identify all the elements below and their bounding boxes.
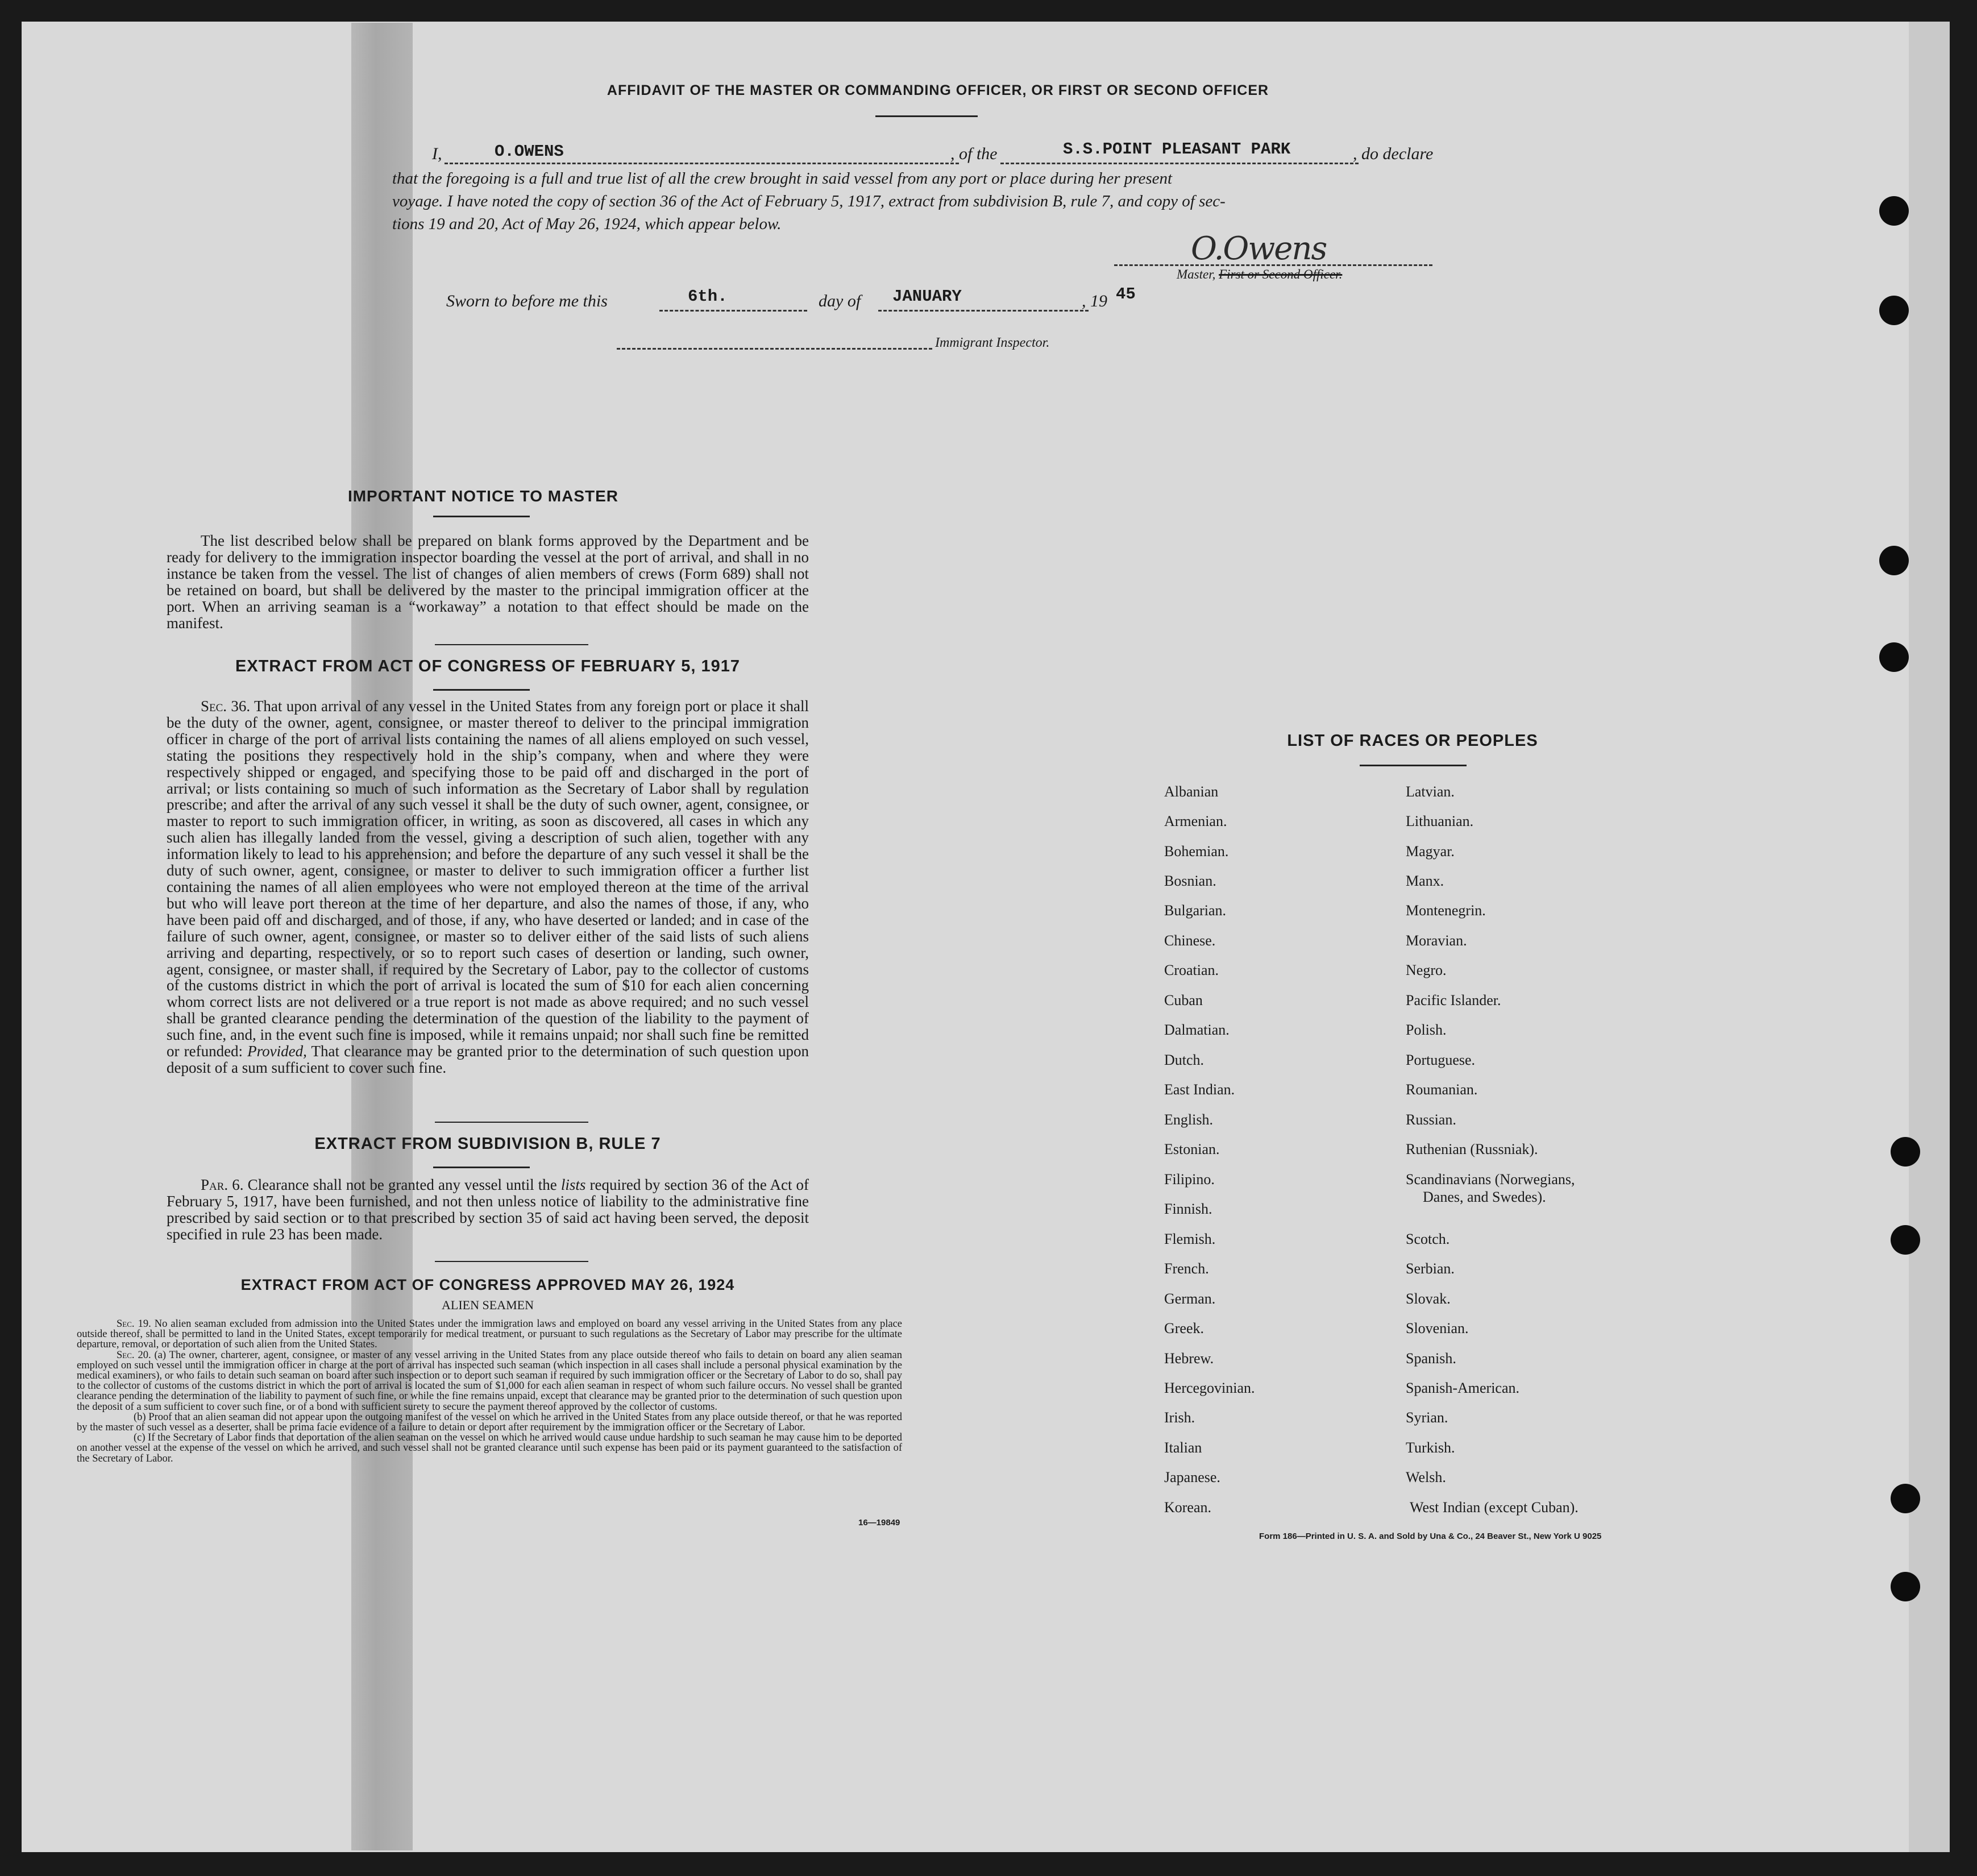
print-code: 16—19849 [858, 1518, 900, 1528]
race-item: Dalmatian. [1164, 1022, 1230, 1038]
race-item: Scandinavians (Norwegians, [1406, 1171, 1575, 1188]
race-item: Flemish. [1164, 1231, 1216, 1247]
master-name: O.OWENS [495, 142, 564, 161]
name-field-line [445, 163, 959, 164]
extract-1917-text [167, 698, 809, 1076]
race-item: Manx. [1406, 873, 1444, 889]
affidavit-line-4: tions 19 and 20, Act of May 26, 1924, which appear below. [392, 215, 782, 233]
do-declare-label: , do declare [1353, 144, 1434, 163]
paragraph-6-body-a: Clearance shall not be granted any vessel until the [247, 1176, 557, 1193]
race-item: Welsh. [1406, 1469, 1446, 1485]
month-value: JANUARY [892, 287, 962, 306]
form-note: Form 186—Printed in U. S. A. and Sold by Una & Co., 24 Beaver St., New York U 9025 [1259, 1531, 1602, 1541]
vessel-name: S.S.POINT PLEASANT PARK [1063, 140, 1291, 159]
race-item: Croatian. [1164, 962, 1219, 978]
day-value: 6th. [688, 287, 728, 306]
binder-hole [1879, 642, 1909, 672]
subdivision-text [167, 1177, 809, 1243]
subdivision-title: EXTRACT FROM SUBDIVISION B, RULE 7 [314, 1135, 661, 1153]
race-item: Korean. [1164, 1499, 1212, 1516]
race-item: French. [1164, 1260, 1209, 1277]
binder-hole [1879, 196, 1909, 226]
year-prefix: , 19 [1082, 292, 1107, 310]
race-item: Finnish. [1164, 1201, 1212, 1217]
race-item: Cuban [1164, 992, 1203, 1008]
extract-1924-title: EXTRACT FROM ACT OF CONGRESS APPROVED MAY 26, 1924 [240, 1276, 735, 1293]
binder-hole [1891, 1484, 1920, 1513]
race-item: Negro. [1406, 962, 1447, 978]
extract-1924-text [77, 1319, 902, 1464]
race-item: Albanian [1164, 783, 1219, 800]
race-item: Scotch. [1406, 1231, 1450, 1247]
race-item: Irish. [1164, 1409, 1195, 1426]
race-item: East Indian. [1164, 1081, 1235, 1098]
race-item: Armenian. [1164, 813, 1227, 829]
section-36-label: Sec. 36. [201, 698, 251, 715]
inspector-signature-line [617, 348, 932, 350]
extract-1924-subtitle: ALIEN SEAMEN [442, 1298, 534, 1312]
race-item: Roumanian. [1406, 1081, 1478, 1098]
section-20b: (b) Proof that an alien seaman did not appear upon the outgoing manifest of the vessel on which he arrived in the United States from any place outside thereof, or that he was reported by the master of such vessel as a deserter, shall be prima facie evidence of a failure to detain or deport after requirement by the immigration officer or the Secretary of Labor. [77, 1411, 902, 1434]
binder-hole [1879, 296, 1909, 325]
race-item: Ruthenian (Russniak). [1406, 1141, 1538, 1157]
race-item: Filipino. [1164, 1171, 1215, 1188]
binder-hole [1891, 1572, 1920, 1601]
signature: O.Owens [1191, 230, 1327, 267]
affidavit-title: AFFIDAVIT OF THE MASTER OR COMMANDING OFFICER, OR FIRST OR SECOND OFFICER [607, 82, 1269, 98]
affidavit-line-3: voyage. I have noted the copy of section 36 of the Act of February 5, 1917, extract from subdivision B, rule 7, and copy of sec- [392, 192, 1226, 210]
i-label: I, [432, 144, 442, 163]
day-of-label: day of [819, 292, 861, 310]
section-36-end: That clearance may be granted prior to the determination of such question upon deposit of a sum sufficient to cover such fine. [167, 1043, 809, 1076]
race-item: Portuguese. [1406, 1052, 1476, 1068]
notice-title: IMPORTANT NOTICE TO MASTER [347, 487, 619, 505]
race-item: Italian [1164, 1439, 1202, 1456]
provided-word: Provided, [247, 1043, 307, 1060]
race-item: Japanese. [1164, 1469, 1220, 1485]
affidavit-line-1 [432, 142, 1467, 165]
signature-caption [1177, 267, 1342, 282]
race-item: Bohemian. [1164, 843, 1229, 860]
race-item: Spanish-American. [1406, 1380, 1520, 1396]
race-item: Russian. [1406, 1111, 1456, 1128]
race-item: Slovak. [1406, 1290, 1451, 1307]
race-item: Bulgarian. [1164, 902, 1227, 919]
master-title: Master, [1177, 267, 1216, 281]
race-item: Serbian. [1406, 1260, 1455, 1277]
section-20a-body: (a) The owner, charterer, agent, consignee, or master of any vessel arriving in the United States from any place outside thereof who fails to detain on board any alien seaman employed on such vessel until the immigration officer in charge at the port of arrival has inspected such seaman (which inspection in all cases shall include a personal physical examination by the medical examiners), or who fails to detain such seaman on board after such inspection or to deport such seaman if required by such immigration officer or the Secretary of Labor to do so, shall pay to the collector of customs of the customs district in which the port of arrival is located the sum of $1,000 for each alien seaman in respect of whom such failure occurs. No vessel shall be granted clearance pending the determination of the liability to payment of such fine, or while the fine remains unpaid, except that clearance may be granted prior to the determination of such question upon the deposit of a sum sufficient to cover such fine, or of a bond with sufficient surety to secure the payment thereof approved by the collector of customs. [77, 1349, 903, 1413]
notice-rule [433, 516, 530, 517]
section-19 [77, 1319, 902, 1350]
race-item: Latvian. [1406, 783, 1455, 800]
paragraph-6-body-b: required by section 36 of the Act of February 5, 1917, have been furnished, and not then unless notice of liability to the administrative fine prescribed by said section or to that prescribed by section 35 of said act having been served, the deposit specified in rule 23 has been made. [167, 1176, 809, 1243]
races-rule [1360, 765, 1467, 766]
title-rule [875, 115, 978, 117]
race-item: English. [1164, 1111, 1213, 1128]
race-item: Slovenian. [1406, 1320, 1469, 1337]
of-the-label: , of the [950, 144, 998, 163]
section-20a [77, 1350, 902, 1412]
paragraph-6-label: Par. 6. [201, 1176, 244, 1193]
race-item: Hebrew. [1164, 1350, 1214, 1367]
race-item: Estonian. [1164, 1141, 1220, 1157]
extract-1917-rule [433, 689, 530, 691]
subdivision-rule [433, 1167, 530, 1168]
race-item: Syrian. [1406, 1409, 1448, 1426]
race-item: Polish. [1406, 1022, 1447, 1038]
section-36-body: That upon arrival of any vessel in the United States from any foreign port or place it shall be the duty of the owner, agent, consignee, or master thereof to deliver to the principal immigration officer in charge of the port of arrival lists containing the names of all aliens employed on such vessel, stating the positions they respectively hold in the ship’s company, when and where they were respectively shipped or engaged, and specifying those to be paid off and discharged in the port of arrival; or lists containing so much of such information as the Secretary of Labor shall by regulation prescribe; and after the arrival of any such vessel it shall be the duty of such owner, agent, consignee, or master to report to such immigration officer, in writing, as soon as discovered, all cases in which any such alien has illegally landed from the vessel, giving a description of such alien, together with any information likely to lead to his apprehension; and before the departure of any such vessel it shall be the duty of such owner, agent, consignee, or master to deliver to such immigration officer a further list containing the names of all alien employees who were not employed thereon at the time of the arrival but who will leave port thereon at the time of her departure, and also the names of those, if any, who have been paid off and discharged, and of those, if any, who have deserted or landed; and in case of the failure of such owner, agent, consignee, or master so to deliver either of the said lists of such aliens arriving and departing, respectively, or so to report such cases of desertion or landing, such owner, agent, consignee, or master shall, if required by the Secretary of Labor, pay to the collector of customs of the customs district in which the port of arrival is located the sum of $10 for each alien concerning whom correct lists are not delivered or a true report is not made as above required; and no such vessel shall be granted clearance pending the determination of the question of the liability to the payment of such fine, and, in the event such fine is imposed, while it remains unpaid; nor shall such fine be remitted or refunded: [167, 698, 809, 1060]
section-divider [435, 1261, 588, 1262]
races-title: LIST OF RACES OR PEOPLES [1287, 732, 1538, 750]
notice-text: The list described below shall be prepared on blank forms approved by the Department and be ready for delivery to the immigration inspector boarding the vessel at the port of arrival, and shall in no instance be taken from the vessel. The list of changes of alien members of crews (Form 689) shall not be retained on board, but shall be delivered by the master to the principal immigration officer at the port. When an arriving seaman is a “workaway” a notation to that effect should be made on the manifest. [167, 532, 809, 632]
month-field-line [878, 310, 1089, 312]
race-item: Danes, and Swedes). [1423, 1189, 1546, 1205]
binder-hole [1891, 1225, 1920, 1255]
race-item: Turkish. [1406, 1439, 1455, 1456]
section-20c: (c) If the Secretary of Labor finds that deportation of the alien seaman on the vessel on which he arrived would cause undue hardship to such seaman he may cause him to be deported on another vessel at the expense of the vessel on which he arrived, and such vessel shall not be granted clearance until such expense has been paid or its payment guaranteed to the satisfaction of the Secretary of Labor. [77, 1432, 902, 1464]
section-divider [435, 644, 588, 645]
race-item: Spanish. [1406, 1350, 1456, 1367]
race-item: Hercegovinian. [1164, 1380, 1255, 1396]
affidavit-line-2: that the foregoing is a full and true list of all the crew brought in said vessel from any port or place during her present [392, 169, 1173, 188]
section-20-label: Sec. 20. [117, 1349, 151, 1361]
race-item: Lithuanian. [1406, 813, 1474, 829]
binder-hole [1891, 1137, 1920, 1167]
race-item: Chinese. [1164, 932, 1216, 949]
section-19-label: Sec. 19. [117, 1318, 151, 1330]
binder-hole [1879, 546, 1909, 575]
day-field-line [659, 310, 807, 312]
struck-officer-title: First or Second Officer. [1219, 267, 1343, 281]
inspector-label: Immigrant Inspector. [935, 335, 1050, 350]
sworn-line [446, 287, 1157, 312]
race-item: Moravian. [1406, 932, 1467, 949]
race-item: Dutch. [1164, 1052, 1205, 1068]
extract-1917-title: EXTRACT FROM ACT OF CONGRESS OF FEBRUARY 5, 1917 [235, 657, 741, 675]
race-item: West Indian (except Cuban). [1410, 1499, 1579, 1516]
race-item: Magyar. [1406, 843, 1455, 860]
signature-line [1114, 264, 1432, 266]
race-item: Greek. [1164, 1320, 1205, 1337]
race-item: Pacific Islander. [1406, 992, 1501, 1008]
race-item: German. [1164, 1290, 1216, 1307]
lists-word: lists [560, 1176, 586, 1193]
year-value: 45 [1116, 285, 1136, 304]
sworn-label: Sworn to before me this [446, 292, 608, 310]
section-divider [435, 1122, 588, 1123]
race-item: Bosnian. [1164, 873, 1216, 889]
section-19-body: No alien seaman excluded from admission into the United States under the immigration laws and employed on board any vessel arriving in the United States from any place outside thereof, shall be permitted to land in the United States, except temporarily for medical treatment, or pursuant to such regulations as the Secretary of Labor may prescribe for the ultimate departure, removal, or deportation of such alien from the United States. [77, 1318, 902, 1351]
race-item: Montenegrin. [1406, 902, 1486, 919]
vessel-field-line [1000, 163, 1359, 164]
